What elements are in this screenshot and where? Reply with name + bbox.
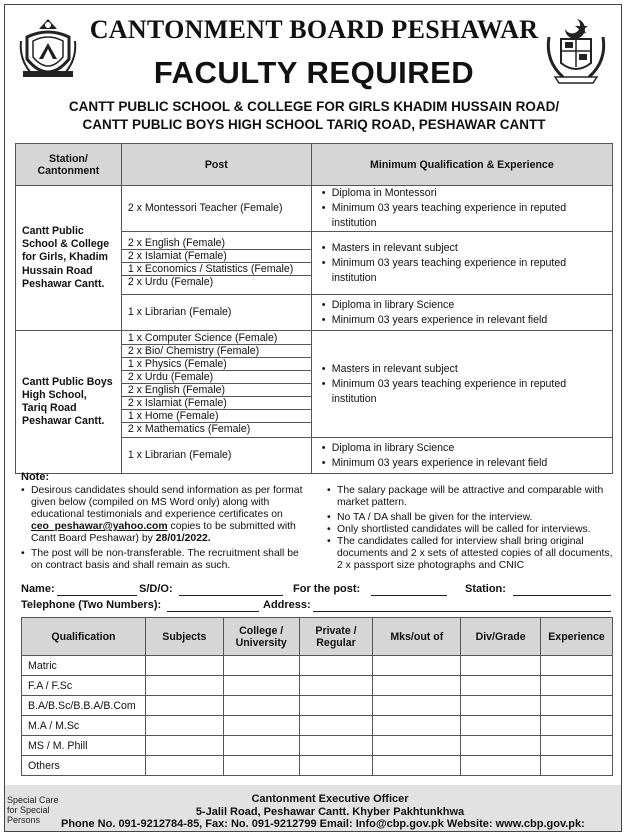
org-title: CANTONMENT BOARD PESHAWAR bbox=[89, 15, 539, 44]
telephone-field[interactable] bbox=[167, 611, 259, 612]
station-field[interactable] bbox=[513, 595, 611, 596]
main-title: FACULTY REQUIRED bbox=[153, 55, 475, 90]
qualification-item: • Minimum 03 years teaching experience in reputed institution bbox=[322, 201, 612, 231]
qualification-cell bbox=[311, 331, 612, 438]
table-cell[interactable] bbox=[299, 756, 373, 776]
table-row bbox=[22, 756, 613, 776]
qualification-item: • Minimum 03 years experience in relevant field bbox=[322, 456, 612, 471]
post-cell bbox=[121, 232, 311, 295]
qualification-cell bbox=[311, 186, 612, 232]
special-care-line: for Special bbox=[7, 805, 50, 815]
note-text: Desirous candidates should send information as per format given below (compiled on MS Word only) along with educational testimonials and experience certificates on bbox=[31, 485, 303, 520]
table-cell[interactable] bbox=[373, 676, 461, 696]
notes-left-column bbox=[21, 485, 313, 575]
station-name-line: Peshawar Cantt. bbox=[22, 277, 105, 290]
note-item: • The candidates called for interview shall bring original documents and 2 x sets of attested copies of all documents, 2 x passport size photographs and CNIC bbox=[327, 536, 617, 572]
special-care-line: Persons bbox=[7, 815, 41, 825]
note-item bbox=[21, 485, 313, 545]
table-cell[interactable] bbox=[145, 756, 223, 776]
post-item: 1 x Physics (Female) bbox=[122, 358, 311, 371]
qualification-item: • Minimum 03 years teaching experience in reputed institution bbox=[322, 256, 612, 286]
qualification-col-header: Qualification bbox=[22, 618, 146, 656]
qualification-header: Minimum Qualification & Experience bbox=[311, 144, 612, 186]
post-item: 2 x English (Female) bbox=[122, 384, 311, 397]
table-cell[interactable] bbox=[145, 656, 223, 676]
station-header bbox=[16, 144, 122, 186]
college-header-line2: University bbox=[235, 636, 287, 649]
post-header: Post bbox=[121, 144, 311, 186]
station-name-line: for Girls, Khadim bbox=[22, 251, 108, 264]
qualification-table-header-row bbox=[22, 618, 613, 656]
table-cell[interactable] bbox=[541, 696, 613, 716]
post-item: 1 x Home (Female) bbox=[122, 410, 311, 423]
qualification-row-label: Others bbox=[22, 756, 146, 776]
advertisement-page bbox=[4, 4, 622, 832]
post-item: 2 x Urdu (Female) bbox=[122, 371, 311, 384]
college-header-line1: College / bbox=[239, 624, 284, 637]
table-cell[interactable] bbox=[145, 716, 223, 736]
deadline-date: 28/01/2022. bbox=[155, 533, 211, 544]
table-cell[interactable] bbox=[299, 716, 373, 736]
subjects-col-header: Subjects bbox=[145, 618, 223, 656]
state-emblem-logo bbox=[543, 17, 609, 87]
post-item: 1 x Librarian (Female) bbox=[127, 306, 232, 318]
table-cell[interactable] bbox=[461, 736, 541, 756]
table-cell[interactable] bbox=[299, 736, 373, 756]
for-post-field[interactable] bbox=[371, 595, 447, 596]
table-cell[interactable] bbox=[299, 696, 373, 716]
note-text: copies to be submitted with Cantt Board Peshawar) by bbox=[31, 521, 296, 544]
table-cell[interactable] bbox=[461, 756, 541, 776]
qualification-item: • Minimum 03 years experience in relevant field bbox=[322, 313, 612, 328]
note-item: • The post will be non-transferable. The recruitment shall be on contract basis and shall remain as such. bbox=[21, 548, 313, 572]
email-link[interactable]: ceo_peshawar@yahoo.com bbox=[31, 521, 168, 532]
post-cell bbox=[121, 186, 311, 232]
qualification-item: • Diploma in Montessori bbox=[322, 186, 612, 201]
experience-col-header: Experience bbox=[541, 618, 613, 656]
table-cell[interactable] bbox=[461, 656, 541, 676]
private-header-line2: Regular bbox=[316, 636, 356, 649]
post-item: 1 x Computer Science (Female) bbox=[122, 332, 311, 345]
station-name-line: Hussain Road bbox=[22, 264, 93, 277]
name-label: Name: bbox=[21, 583, 55, 595]
table-cell[interactable] bbox=[223, 656, 299, 676]
cantonment-board-logo bbox=[17, 15, 79, 87]
footer-address: 5-Jalil Road, Peshawar Cantt. Khyber Pakhtunkhwa bbox=[195, 806, 465, 818]
station-name-line: Peshawar Cantt. bbox=[22, 415, 105, 428]
note-item: • No TA / DA shall be given for the interview. bbox=[327, 512, 617, 524]
post-cell bbox=[121, 438, 311, 474]
subtitle-line-1: CANTT PUBLIC SCHOOL & COLLEGE FOR GIRLS KHADIM HUSSAIN ROAD/ bbox=[68, 99, 560, 114]
table-cell[interactable] bbox=[373, 656, 461, 676]
footer bbox=[5, 785, 621, 831]
post-item: 2 x Mathematics (Female) bbox=[127, 423, 251, 435]
qualification-cell bbox=[311, 232, 612, 295]
qualification-item: • Masters in relevant subject bbox=[322, 241, 612, 256]
qualification-row-label: B.A/B.Sc/B.B.A/B.Com bbox=[22, 696, 146, 716]
post-item: 2 x Montessori Teacher (Female) bbox=[127, 202, 283, 214]
table-row bbox=[22, 716, 613, 736]
table-cell[interactable] bbox=[373, 756, 461, 776]
qualification-item: • Diploma in library Science bbox=[322, 298, 612, 313]
post-item: 2 x Bio/ Chemistry (Female) bbox=[122, 345, 311, 358]
sdo-field[interactable] bbox=[179, 595, 283, 596]
station-name-line: Cantt Public bbox=[22, 224, 84, 237]
post-cell bbox=[121, 295, 311, 331]
table-cell[interactable] bbox=[461, 676, 541, 696]
qualification-item: • Minimum 03 years teaching experience in reputed institution bbox=[322, 377, 612, 407]
table-cell[interactable] bbox=[223, 676, 299, 696]
note-item: • Only shortlisted candidates will be called for interviews. bbox=[327, 524, 617, 536]
subtitle-line-2: CANTT PUBLIC BOYS HIGH SCHOOL TARIQ ROAD, PESHAWAR CANTT bbox=[82, 117, 546, 132]
table-cell[interactable] bbox=[299, 676, 373, 696]
table-cell[interactable] bbox=[145, 736, 223, 756]
marks-col-header: Mks/out of bbox=[373, 618, 461, 656]
post-item: 1 x Librarian (Female) bbox=[127, 449, 232, 461]
table-cell[interactable] bbox=[145, 696, 223, 716]
station-header-line2: Cantonment bbox=[37, 164, 100, 177]
post-item: 1 x Economics / Statistics (Female) bbox=[122, 263, 311, 276]
station-label: Station: bbox=[465, 583, 506, 595]
table-cell[interactable] bbox=[145, 676, 223, 696]
footer-contact: Phone No. 091-9212784-85, Fax: No. 091-9212799 Email: Info@cbp.gov.pk Website: www.cbp.gov.pk: bbox=[61, 818, 585, 830]
table-cell[interactable] bbox=[461, 716, 541, 736]
post-item: 2 x English (Female) bbox=[122, 237, 311, 250]
table-cell[interactable] bbox=[541, 736, 613, 756]
college-col-header bbox=[223, 618, 299, 656]
special-care-line: Special Care bbox=[7, 795, 59, 805]
note-title: Note: bbox=[21, 471, 50, 483]
div-col-header: Div/Grade bbox=[461, 618, 541, 656]
for-post-label: For the post: bbox=[293, 583, 361, 595]
private-header-line1: Private / bbox=[315, 624, 357, 637]
qualification-item: • Masters in relevant subject bbox=[322, 362, 612, 377]
jobs-table-header-row bbox=[16, 144, 613, 186]
table-cell[interactable] bbox=[223, 756, 299, 776]
qualification-row-label: F.A / F.Sc bbox=[22, 676, 146, 696]
qualification-row-label: M.A / M.Sc bbox=[22, 716, 146, 736]
private-col-header bbox=[299, 618, 373, 656]
table-cell[interactable] bbox=[541, 676, 613, 696]
table-row bbox=[16, 331, 613, 438]
table-row bbox=[22, 696, 613, 716]
qualification-item: • Diploma in library Science bbox=[322, 441, 612, 456]
address-label: Address: bbox=[263, 599, 311, 611]
table-row bbox=[22, 656, 613, 676]
table-row bbox=[22, 676, 613, 696]
note-item: • The salary package will be attractive and comparable with market pattern. bbox=[327, 485, 617, 509]
table-row bbox=[16, 186, 613, 232]
table-cell[interactable] bbox=[461, 696, 541, 716]
post-item: 2 x Urdu (Female) bbox=[127, 276, 214, 288]
table-cell[interactable] bbox=[541, 656, 613, 676]
qualification-cell bbox=[311, 438, 612, 474]
station-name-line: High School, bbox=[22, 388, 87, 401]
qualification-row-label: Matric bbox=[22, 656, 146, 676]
station-name-line: Cantt Public Boys bbox=[22, 375, 113, 388]
jobs-table bbox=[15, 143, 613, 474]
table-cell[interactable] bbox=[373, 736, 461, 756]
notes-right-column bbox=[327, 485, 617, 575]
sdo-label: S/D/O: bbox=[139, 583, 173, 595]
post-cell bbox=[121, 331, 311, 438]
table-cell[interactable] bbox=[541, 716, 613, 736]
station-name bbox=[16, 186, 122, 331]
name-field[interactable] bbox=[57, 595, 137, 596]
station-header-line1: Station/ bbox=[49, 152, 88, 165]
table-cell[interactable] bbox=[373, 716, 461, 736]
station-name-line: Tariq Road bbox=[22, 402, 77, 414]
table-cell[interactable] bbox=[299, 656, 373, 676]
post-item: 2 x Islamiat (Female) bbox=[122, 250, 311, 263]
table-cell[interactable] bbox=[223, 736, 299, 756]
table-cell[interactable] bbox=[223, 696, 299, 716]
table-cell[interactable] bbox=[373, 696, 461, 716]
qualification-table bbox=[21, 617, 613, 776]
footer-officer: Cantonment Executive Officer bbox=[251, 793, 409, 805]
post-item: 2 x Islamiat (Female) bbox=[122, 397, 311, 410]
qualification-cell bbox=[311, 295, 612, 331]
qualification-row-label: MS / M. Phill bbox=[22, 736, 146, 756]
table-cell[interactable] bbox=[541, 756, 613, 776]
address-field[interactable] bbox=[313, 611, 611, 612]
table-cell[interactable] bbox=[223, 716, 299, 736]
table-row bbox=[22, 736, 613, 756]
station-name-line: School & College bbox=[22, 238, 110, 251]
telephone-label: Telephone (Two Numbers): bbox=[21, 599, 162, 611]
station-name bbox=[16, 331, 122, 474]
